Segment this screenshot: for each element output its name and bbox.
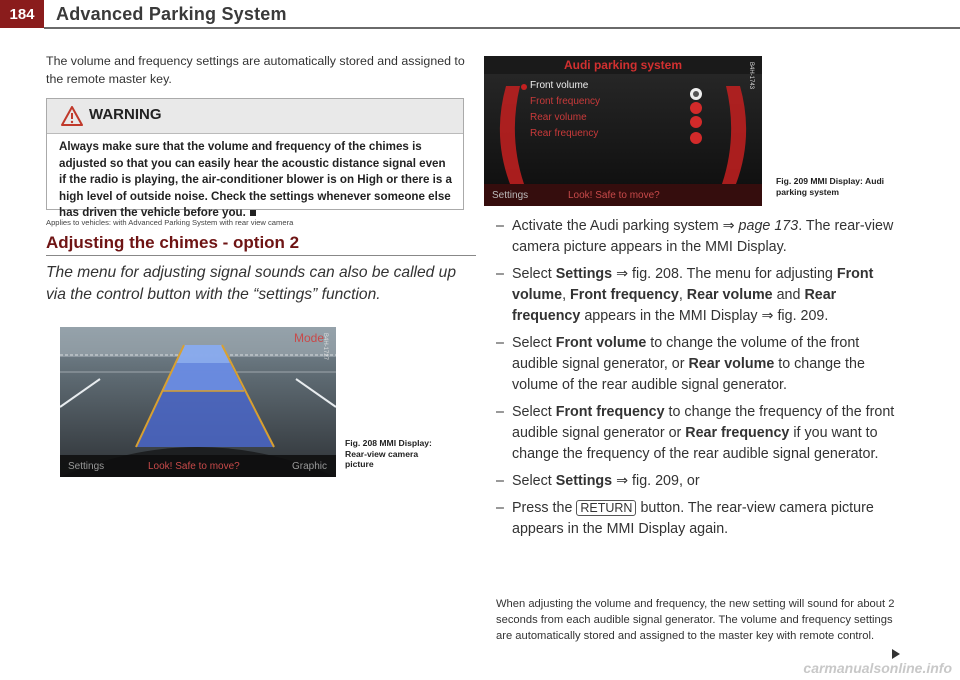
chapter-title: Advanced Parking System	[56, 4, 287, 24]
section-title: Adjusting the chimes - option 2	[46, 233, 300, 252]
menu-item-front-volume: Front volume	[530, 80, 589, 91]
rear-camera-picture	[60, 327, 336, 477]
menu-item-rear-volume: Rear volume	[530, 112, 587, 123]
caption-label: Fig. 208	[345, 438, 377, 448]
warning-box	[46, 98, 464, 219]
figure-code: B4H-1743	[748, 62, 754, 90]
closing-note: When adjusting the volume and frequency, the new setting will sound for about 2 seconds from each audible signal generator. The volume and frequency settings are automatically stored and assigned to the master key with remote control.	[496, 598, 895, 642]
step-item: – Select Settings ⇒ fig. 209, or	[496, 473, 700, 489]
step-item: – Select Settings ⇒ fig. 208. The menu for adjusting Front volume, Front frequency, Rear volume and Rear frequency appears in the MMI Display ⇒ fig. 209.	[496, 266, 874, 324]
figure-code: B4H-1727	[322, 333, 328, 361]
figure-209-parking-menu	[484, 56, 762, 206]
footer-graphic: Graphic	[292, 461, 328, 472]
header-rule	[44, 27, 960, 29]
page-number: 184	[0, 0, 44, 28]
footer-settings: Settings	[492, 190, 529, 201]
end-mark-icon	[250, 210, 256, 216]
section-rule	[46, 255, 476, 256]
warning-text: Always make sure that the volume and frequency of the chimes is adjusted so that you can easily hear the acoustic distance signal even if the radio is playing, the air-conditioner blower is on High or there is a high level of outside noise. Check the settings whenever someone else has driven the vehicle before you.	[59, 140, 452, 219]
caption-text: MMI Display: Audi parking system	[776, 176, 885, 197]
menu-title: Audi parking system	[563, 58, 683, 72]
caption-label: Fig. 209	[776, 176, 808, 186]
watermark: carmanualsonline.info	[803, 660, 952, 676]
mode-label: Mode	[294, 331, 325, 345]
step-item: – Press the RETURN button. The rear-view camera picture appears in the MMI Display again.	[496, 500, 874, 537]
caption-text: MMI Display: Rear-view camera picture	[345, 438, 432, 469]
footer-safe-to-move: Look! Safe to move?	[148, 461, 240, 472]
warning-body	[59, 139, 455, 222]
return-key: RETURN	[576, 500, 636, 516]
instruction-steps	[496, 216, 896, 546]
figure-209-caption	[776, 176, 906, 197]
menu-item-rear-frequency: Rear frequency	[530, 128, 599, 139]
warning-header	[47, 99, 463, 134]
step-item: – Activate the Audi parking system ⇒ page 173. The rear-view camera picture appears in the MMI Display.	[496, 218, 894, 255]
warning-triangle-icon	[61, 106, 83, 126]
figure-208-caption	[345, 438, 435, 470]
footer-safe-to-move: Look! Safe to move?	[568, 190, 660, 201]
step-item: – Select Front volume to change the volume of the front audible signal generator, or Rear volume to change the volume of the rear audible signal generator.	[496, 335, 865, 393]
applies-to-note: Applies to vehicles: with Advanced Parking System with rear view camera	[46, 218, 294, 227]
warning-title: WARNING	[89, 106, 162, 123]
intro-paragraph: The volume and frequency settings are automatically stored and assigned to the remote master key.	[46, 54, 465, 86]
page-reference-link[interactable]: page 173	[738, 218, 799, 234]
continue-arrow-icon	[892, 649, 900, 659]
step-item: – Select Front frequency to change the frequency of the front audible signal generator or Rear frequency if you want to change the frequency of the rear audible signal generator.	[496, 404, 895, 462]
footer-settings: Settings	[68, 461, 105, 472]
figure-208-rear-camera	[60, 327, 336, 477]
section-lead: The menu for adjusting signal sounds can also be called up via the control button with the “settings” function.	[46, 264, 457, 303]
menu-item-front-frequency: Front frequency	[530, 96, 601, 107]
parking-menu-display	[484, 56, 762, 206]
